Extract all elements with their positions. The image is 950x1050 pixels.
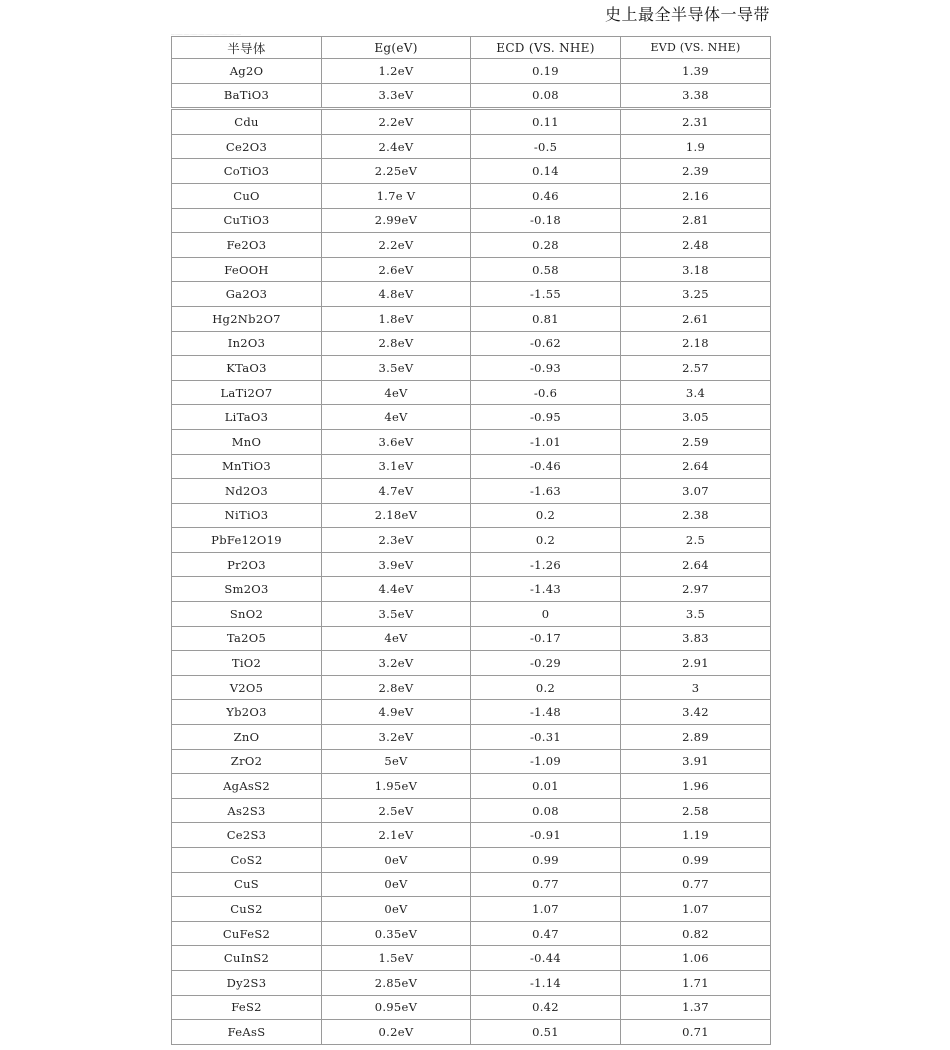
cell-evd: 1.9 — [621, 134, 771, 159]
cell-semiconductor: LaTi2O7 — [172, 380, 322, 405]
cell-band-gap: 0eV — [322, 897, 471, 922]
cell-band-gap: 4eV — [322, 380, 471, 405]
cell-semiconductor: CuInS2 — [172, 946, 322, 971]
cell-evd: 3.4 — [621, 380, 771, 405]
cell-ecd: -1.01 — [471, 429, 621, 454]
cell-semiconductor: CuS — [172, 872, 322, 897]
cell-evd: 3.83 — [621, 626, 771, 651]
cell-band-gap: 2.1eV — [322, 823, 471, 848]
table-row — [172, 897, 771, 922]
cell-band-gap: 1.2eV — [322, 59, 471, 84]
cell-evd: 3.42 — [621, 700, 771, 725]
table-row — [172, 380, 771, 405]
cell-evd: 2.57 — [621, 356, 771, 381]
table-row — [172, 552, 771, 577]
cell-ecd: 0.99 — [471, 848, 621, 873]
cell-semiconductor: FeOOH — [172, 257, 322, 282]
cell-band-gap: 0.35eV — [322, 921, 471, 946]
cell-ecd: -1.26 — [471, 552, 621, 577]
cell-evd: 2.97 — [621, 577, 771, 602]
cell-band-gap: 2.2eV — [322, 109, 471, 135]
cell-semiconductor: CuS2 — [172, 897, 322, 922]
cell-band-gap: 5eV — [322, 749, 471, 774]
cell-evd: 3.38 — [621, 83, 771, 109]
cell-evd: 3.5 — [621, 602, 771, 627]
cell-band-gap: 0eV — [322, 848, 471, 873]
table-row — [172, 970, 771, 995]
cell-semiconductor: Ce2O3 — [172, 134, 322, 159]
cell-evd: 2.64 — [621, 454, 771, 479]
cell-band-gap: 2.99eV — [322, 208, 471, 233]
table-row — [172, 479, 771, 504]
cell-evd: 0.77 — [621, 872, 771, 897]
cell-ecd: -0.46 — [471, 454, 621, 479]
cell-evd: 2.16 — [621, 183, 771, 208]
table-row — [172, 331, 771, 356]
cell-evd: 3.05 — [621, 405, 771, 430]
cell-semiconductor: KTaO3 — [172, 356, 322, 381]
cell-band-gap: 3.5eV — [322, 356, 471, 381]
table-row — [172, 774, 771, 799]
table-row — [172, 59, 771, 84]
cell-band-gap: 1.95eV — [322, 774, 471, 799]
cell-ecd: -0.17 — [471, 626, 621, 651]
cell-ecd: 0.46 — [471, 183, 621, 208]
header-band-gap: Eg(eV) — [322, 37, 471, 59]
cell-ecd: 0.01 — [471, 774, 621, 799]
table-row — [172, 208, 771, 233]
table-row — [172, 1020, 771, 1045]
cell-band-gap: 0.2eV — [322, 1020, 471, 1045]
table-row — [172, 577, 771, 602]
table-row — [172, 946, 771, 971]
cell-semiconductor: PbFe12O19 — [172, 528, 322, 553]
table-row — [172, 749, 771, 774]
cell-band-gap: 4eV — [322, 405, 471, 430]
cell-ecd: -1.55 — [471, 282, 621, 307]
cell-band-gap: 2.18eV — [322, 503, 471, 528]
table-row — [172, 233, 771, 258]
cell-ecd: 0.14 — [471, 159, 621, 184]
header-ecd: ECD (VS. NHE) — [471, 37, 621, 59]
cell-evd: 2.81 — [621, 208, 771, 233]
table-row — [172, 921, 771, 946]
cell-evd: 2.91 — [621, 651, 771, 676]
cell-evd: 0.99 — [621, 848, 771, 873]
cell-evd: 1.19 — [621, 823, 771, 848]
cell-evd: 3 — [621, 675, 771, 700]
cell-evd: 3.25 — [621, 282, 771, 307]
cell-ecd: 0 — [471, 602, 621, 627]
cell-band-gap: 3.6eV — [322, 429, 471, 454]
cell-ecd: -0.62 — [471, 331, 621, 356]
cell-band-gap: 1.8eV — [322, 306, 471, 331]
cell-evd: 1.71 — [621, 970, 771, 995]
cell-semiconductor: MnTiO3 — [172, 454, 322, 479]
cell-evd: 3.18 — [621, 257, 771, 282]
cell-semiconductor: Fe2O3 — [172, 233, 322, 258]
table-row — [172, 454, 771, 479]
cell-evd: 2.5 — [621, 528, 771, 553]
cell-semiconductor: Pr2O3 — [172, 552, 322, 577]
cell-evd: 2.39 — [621, 159, 771, 184]
table-row — [172, 282, 771, 307]
cell-semiconductor: As2S3 — [172, 798, 322, 823]
cell-evd: 0.71 — [621, 1020, 771, 1045]
cell-semiconductor: ZrO2 — [172, 749, 322, 774]
table-row — [172, 995, 771, 1020]
cell-semiconductor: Dy2S3 — [172, 970, 322, 995]
document-title: 史上最全半导体一导带 — [604, 5, 770, 24]
cell-semiconductor: Cdu — [172, 109, 322, 135]
band-table — [171, 36, 771, 1045]
cell-ecd: -0.29 — [471, 651, 621, 676]
cell-semiconductor: Ta2O5 — [172, 626, 322, 651]
cell-ecd: 0.58 — [471, 257, 621, 282]
header-evd: EVD (VS. NHE) — [621, 37, 771, 59]
cell-ecd: -1.14 — [471, 970, 621, 995]
cell-evd: 1.06 — [621, 946, 771, 971]
cell-band-gap: 2.3eV — [322, 528, 471, 553]
cell-ecd: 0.42 — [471, 995, 621, 1020]
cell-evd: 1.39 — [621, 59, 771, 84]
cell-ecd: 0.2 — [471, 528, 621, 553]
cell-ecd: 0.2 — [471, 503, 621, 528]
band-table-sheet — [171, 32, 770, 1045]
cell-evd: 3.07 — [621, 479, 771, 504]
cell-ecd: 0.81 — [471, 306, 621, 331]
cell-ecd: -0.44 — [471, 946, 621, 971]
table-row — [172, 651, 771, 676]
cell-band-gap: 4.9eV — [322, 700, 471, 725]
cell-evd: 1.37 — [621, 995, 771, 1020]
cell-band-gap: 2.25eV — [322, 159, 471, 184]
header-semiconductor: 半导体 — [172, 37, 322, 59]
cell-evd: 3.91 — [621, 749, 771, 774]
cell-band-gap: 3.5eV — [322, 602, 471, 627]
table-row — [172, 848, 771, 873]
table-row — [172, 429, 771, 454]
cell-band-gap: 3.1eV — [322, 454, 471, 479]
table-row — [172, 257, 771, 282]
cell-semiconductor: MnO — [172, 429, 322, 454]
cell-semiconductor: Ce2S3 — [172, 823, 322, 848]
cell-ecd: 0.08 — [471, 798, 621, 823]
cell-ecd: -1.63 — [471, 479, 621, 504]
cell-band-gap: 2.8eV — [322, 331, 471, 356]
cell-band-gap: 3.2eV — [322, 725, 471, 750]
cell-band-gap: 3.3eV — [322, 83, 471, 109]
table-row — [172, 602, 771, 627]
cell-ecd: -0.6 — [471, 380, 621, 405]
table-row — [172, 109, 771, 135]
cell-band-gap: 3.9eV — [322, 552, 471, 577]
cell-semiconductor: Nd2O3 — [172, 479, 322, 504]
table-row — [172, 405, 771, 430]
table-row — [172, 700, 771, 725]
table-row — [172, 626, 771, 651]
cell-semiconductor: V2O5 — [172, 675, 322, 700]
cell-band-gap: 4eV — [322, 626, 471, 651]
cell-band-gap: 4.4eV — [322, 577, 471, 602]
cell-ecd: 0.11 — [471, 109, 621, 135]
cell-evd: 2.59 — [621, 429, 771, 454]
cell-semiconductor: Sm2O3 — [172, 577, 322, 602]
cell-ecd: -0.18 — [471, 208, 621, 233]
cell-semiconductor: CuTiO3 — [172, 208, 322, 233]
table-row — [172, 503, 771, 528]
cell-band-gap: 2.8eV — [322, 675, 471, 700]
cell-evd: 2.64 — [621, 552, 771, 577]
cell-ecd: -1.09 — [471, 749, 621, 774]
table-row — [172, 83, 771, 109]
cell-semiconductor: CoTiO3 — [172, 159, 322, 184]
cell-semiconductor: FeS2 — [172, 995, 322, 1020]
cell-band-gap: 0eV — [322, 872, 471, 897]
cell-band-gap: 2.6eV — [322, 257, 471, 282]
table-row — [172, 725, 771, 750]
table-row — [172, 183, 771, 208]
table-row — [172, 356, 771, 381]
cell-ecd: 1.07 — [471, 897, 621, 922]
cell-band-gap: 0.95eV — [322, 995, 471, 1020]
cell-evd: 2.38 — [621, 503, 771, 528]
cell-band-gap: 1.5eV — [322, 946, 471, 971]
cell-semiconductor: In2O3 — [172, 331, 322, 356]
cell-evd: 0.82 — [621, 921, 771, 946]
cell-band-gap: 2.2eV — [322, 233, 471, 258]
cell-ecd: -0.95 — [471, 405, 621, 430]
cell-semiconductor: Ag2O — [172, 59, 322, 84]
table-row — [172, 798, 771, 823]
table-row — [172, 675, 771, 700]
tiny-header-marks: ····························································· — [171, 32, 242, 36]
cell-ecd: 0.08 — [471, 83, 621, 109]
cell-band-gap: 2.5eV — [322, 798, 471, 823]
cell-ecd: -1.43 — [471, 577, 621, 602]
cell-evd: 2.58 — [621, 798, 771, 823]
cell-band-gap: 1.7e V — [322, 183, 471, 208]
table-row — [172, 306, 771, 331]
cell-semiconductor: CuFeS2 — [172, 921, 322, 946]
cell-ecd: -0.93 — [471, 356, 621, 381]
cell-evd: 1.96 — [621, 774, 771, 799]
cell-semiconductor: FeAsS — [172, 1020, 322, 1045]
cell-semiconductor: SnO2 — [172, 602, 322, 627]
cell-evd: 2.18 — [621, 331, 771, 356]
table-row — [172, 528, 771, 553]
table-row — [172, 823, 771, 848]
cell-evd: 2.48 — [621, 233, 771, 258]
cell-band-gap: 2.85eV — [322, 970, 471, 995]
cell-ecd: 0.19 — [471, 59, 621, 84]
cell-band-gap: 2.4eV — [322, 134, 471, 159]
cell-ecd: -0.5 — [471, 134, 621, 159]
cell-semiconductor: Yb2O3 — [172, 700, 322, 725]
cell-semiconductor: BaTiO3 — [172, 83, 322, 109]
cell-ecd: 0.77 — [471, 872, 621, 897]
table-row — [172, 134, 771, 159]
cell-ecd: -0.31 — [471, 725, 621, 750]
cell-semiconductor: CoS2 — [172, 848, 322, 873]
cell-evd: 1.07 — [621, 897, 771, 922]
cell-ecd: -0.91 — [471, 823, 621, 848]
cell-semiconductor: Ga2O3 — [172, 282, 322, 307]
cell-band-gap: 3.2eV — [322, 651, 471, 676]
cell-semiconductor: LiTaO3 — [172, 405, 322, 430]
cell-band-gap: 4.8eV — [322, 282, 471, 307]
cell-ecd: 0.51 — [471, 1020, 621, 1045]
cell-ecd: -1.48 — [471, 700, 621, 725]
cell-evd: 2.89 — [621, 725, 771, 750]
cell-evd: 2.31 — [621, 109, 771, 135]
cell-ecd: 0.47 — [471, 921, 621, 946]
cell-ecd: 0.2 — [471, 675, 621, 700]
cell-ecd: 0.28 — [471, 233, 621, 258]
cell-semiconductor: CuO — [172, 183, 322, 208]
cell-semiconductor: AgAsS2 — [172, 774, 322, 799]
table-row — [172, 159, 771, 184]
cell-semiconductor: NiTiO3 — [172, 503, 322, 528]
table-body — [172, 59, 771, 1045]
cell-band-gap: 4.7eV — [322, 479, 471, 504]
cell-evd: 2.61 — [621, 306, 771, 331]
cell-semiconductor: ZnO — [172, 725, 322, 750]
cell-semiconductor: Hg2Nb2O7 — [172, 306, 322, 331]
table-row — [172, 872, 771, 897]
cell-semiconductor: TiO2 — [172, 651, 322, 676]
table-header-row — [172, 37, 771, 59]
